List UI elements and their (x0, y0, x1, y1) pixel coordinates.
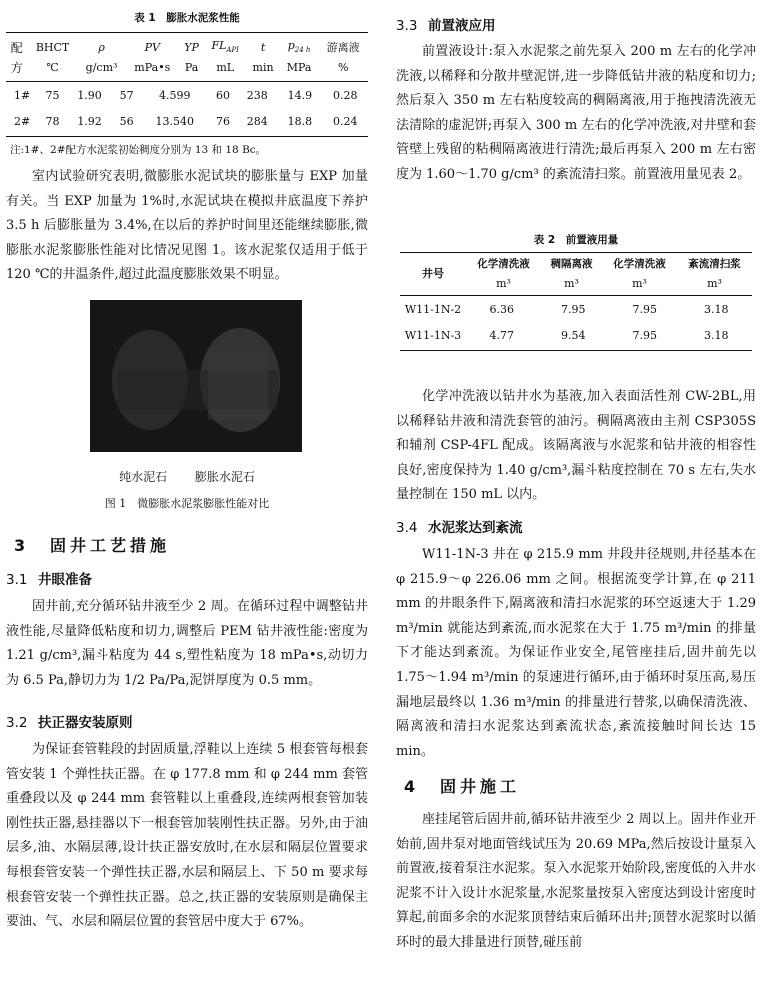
table-row (400, 296, 752, 322)
figure1-labels (6, 468, 368, 485)
figure1-label-left: 纯水泥石 (119, 470, 168, 484)
table1-r1-6: 284 (246, 114, 268, 128)
table2-r0-1: 6.36 (489, 302, 514, 316)
table1-grid (6, 37, 368, 77)
figure1-image (90, 300, 302, 452)
table2-r1-1: 4.77 (489, 328, 514, 342)
section4-num: 4 (404, 777, 416, 796)
section3-1-heading (6, 568, 92, 588)
table-row (6, 82, 368, 108)
section3-2-title: 扶正器安装原则 (38, 715, 133, 731)
table1-r0-0: 1# (13, 88, 31, 102)
section3-3-num: 3.3 (396, 18, 418, 34)
table2-h-3: 化学清洗液 (613, 257, 666, 270)
paragraph-expansion: 室内试验研究表明,微膨胀水泥试块的膨胀量与 EXP 加量有关。当 EXP 加量为 1%时,水泥试块在模拟井底温度下养护 3.5 h 后膨胀量为 3.4%,在以后的养护时间里还能继续膨胀,微膨胀水泥浆膨胀性能对比情况见图 1。该水泥浆仅适用于低于 120 ℃的井温条件,超过此温度膨胀效果不明显。 (6, 169, 368, 283)
table2-header-row (400, 253, 752, 273)
table1-h-8: 游离液 (326, 41, 360, 54)
table1-r0-3: 57 (119, 88, 134, 102)
paragraph-centralizer: 为保证套管鞋段的封固质量,浮鞋以上连续 5 根套管每根套管安装 1 个弹性扶正器。在 φ 177.8 mm 和 φ 244 mm 套管重叠段以及 φ 244 mm 套管鞋以上重叠段,连续两根套管加装刚性扶正器,悬挂器以下一根套管加装刚性扶正器。另外,由于油层多,油、水隔层薄,设计扶正器安放时,在水层和隔层位置要求每根套管安装一个弹性扶正器,水层和隔层上、下 50 m 要求每根套管安装一个弹性扶正器。总之,扶正器的安装原则是确保主要油、气、水层和隔层位置的套管居中度大于 67%。 (6, 742, 368, 930)
table2-u-4: m³ (707, 276, 722, 290)
section3-1-num: 3.1 (6, 572, 28, 588)
table1-h-0: 配 (10, 40, 23, 55)
table1 (6, 32, 368, 157)
table2-r1-4: 3.18 (704, 328, 729, 342)
paragraph-preflush: 前置液设计:泵入水泥浆之前先泵入 200 m 左右的化学冲洗液,以稀释和分散井壁泥饼,进一步降低钻井液的粘度和切力;然后泵入 350 m 左右粘度较高的稠隔离液,用于拖拽清洗液无法清除的虚泥饼;再泵入 300 m 左右的化学冲洗液,对井壁和套管壁上残留的粘稠隔离液进行清洗;最后再泵入 200 m 左右密度为 1.60～1.70 g/cm³ 的紊流清扫浆。前置液用量见表 2。 (396, 44, 756, 182)
table2-h-1: 化学清洗液 (477, 257, 530, 270)
table2-body (400, 296, 752, 348)
section3-1-title: 井眼准备 (38, 572, 92, 588)
table1-u-8: % (337, 60, 349, 74)
table-row (400, 322, 752, 348)
table2-h-0: 井号 (422, 267, 444, 280)
table-row (6, 108, 368, 134)
table2-r0-4: 3.18 (704, 302, 729, 316)
table1-u-2: g/cm³ (85, 60, 118, 74)
table1-r0-6: 238 (246, 88, 268, 102)
table1-r1-3: 56 (119, 114, 134, 128)
table1-r0-1: 75 (45, 88, 60, 102)
paragraph-flush-composition: 化学冲洗液以钻井水为基液,加入表面活性剂 CW-2BL,用以稀释钻井液和清洗套管的油污。稠隔离液由主剂 CSP305S 和辅剂 CSP-4FL 配成。该隔离液与水泥浆和钻井液的相容性良好,密度保持为 1.40 g/cm³,漏斗粘度控制在 70 s 左右,失水量控制在 150 mL 以内。 (396, 389, 756, 503)
table2-u-2: m³ (564, 276, 579, 290)
table2-caption: 表 2 前置液用量 (533, 234, 619, 246)
table1-p-sub: 24 h (294, 46, 311, 55)
section3-3-heading (396, 14, 496, 34)
table1-r0-2: 1.90 (77, 88, 102, 102)
table2-r1-2: 9.54 (561, 328, 586, 342)
figure1-photo (90, 300, 302, 452)
table1-r0-8: 0.28 (333, 88, 358, 102)
table1-header-row2 (6, 57, 368, 77)
section3-4-heading (396, 516, 523, 536)
table1-h-7 (280, 37, 319, 57)
section3-2-heading (6, 711, 133, 731)
section3-3-title: 前置液应用 (428, 18, 496, 34)
table2-grid (400, 253, 752, 293)
table1-u-0: 方 (10, 60, 23, 75)
table2-u-1: m³ (496, 276, 511, 290)
table1-r1-7: 18.8 (287, 114, 313, 128)
table1-u-3: mPa•s (134, 60, 171, 74)
paragraph-cementing: 座挂尾管后固井前,循环钻井液至少 2 周以上。固井作业开始前,固井泵对地面管线试压为 20.69 MPa,然后按设计量泵入前置液,接着泵注水泥浆。泵入水泥浆开始阶段,密度低的入井水泥浆不计入设计水泥浆量,水泥浆量按泵入密度达到设计密度时算起,前面多余的水泥浆顶替结束后循环出井;顶替水泥浆时以循环时的最大排量进行顶替,碰压前 (396, 812, 756, 950)
table1-fl-label: FL (211, 39, 227, 53)
paragraph-wellbore: 固井前,充分循环钻井液至少 2 周。在循环过程中调整钻井液性能,尽量降低粘度和切力,调整后 PEM 钻井液性能:密度为 1.21 g/cm³,漏斗粘度为 44 s,塑性粘度为 18 mPa•s,动切力为 6.5 Pa,静切力为 1/2 Pa/Pa,泥饼厚度为 0.5 mm。 (6, 599, 368, 688)
table1-u-4: Pa (184, 60, 199, 74)
table2-r1-3: 7.95 (632, 328, 657, 342)
table1-r1-5: 76 (215, 114, 230, 128)
table1-r0-4: 4.599 (159, 88, 191, 102)
table1-header-row1 (6, 37, 368, 57)
table1-r1-8: 0.24 (333, 114, 358, 128)
section3-heading (14, 533, 170, 556)
table2-r0-2: 7.95 (561, 302, 586, 316)
table1-u-1: ℃ (46, 60, 59, 74)
table1-h-6: t (260, 40, 266, 54)
paragraph-turbulent: W11-1N-3 井在 φ 215.9 mm 井段井径规则,井径基本在 φ 215.9～φ 226.06 mm 之间。根据流变学计算,在 φ 211 mm 的井眼条件下,隔离液和清扫水泥浆的环空返速大于 1.29 m³/min 就能达到紊流,而水泥浆在大于 1.75 m³/min 的排量下才能达到紊流。为保证作业安全,尾管座挂后,固井前先以 1.75～1.94 m³/min 的泵速进行循环,由于循环时泵压高,易压漏地层最终以 1.36 m³/min 的排量进行替浆,以确保清洗液、隔离液和清扫水泥浆达到紊流状态,紊流接触时间长达 15 min。 (396, 547, 756, 759)
section3-4-num: 3.4 (396, 520, 418, 536)
figure1-caption: 图 1 微膨胀水泥浆膨胀性能对比 (104, 497, 270, 510)
table1-h-3: PV (144, 40, 160, 54)
section3-num: 3 (14, 536, 26, 555)
table1-h-1: BHCT (35, 40, 70, 54)
table1-h-5 (204, 37, 246, 57)
table1-u-7: MPa (286, 60, 312, 74)
section3-2-num: 3.2 (6, 715, 28, 731)
table1-caption: 表 1 膨胀水泥浆性能 (134, 12, 240, 24)
table1-r1-1: 78 (45, 114, 60, 128)
table1-r0-5: 60 (215, 88, 230, 102)
table2-r0-0: W11-1N-2 (404, 302, 462, 316)
table1-p-label: p (287, 39, 295, 53)
section3-title: 固井工艺措施 (50, 536, 171, 555)
section3-4-title: 水泥浆达到紊流 (428, 520, 523, 536)
table1-u-6: min (252, 60, 274, 74)
table1-u-5: mL (216, 60, 235, 74)
table1-body (6, 82, 368, 134)
table1-h-2: ρ (98, 40, 105, 54)
table1-fl-sub: API (226, 46, 239, 55)
section4-title: 固井施工 (440, 777, 521, 796)
table2-u-3: m³ (632, 276, 647, 290)
figure1-label-right: 膨胀水泥石 (194, 470, 255, 484)
table2 (400, 252, 752, 351)
table1-r1-2: 1.92 (77, 114, 102, 128)
figure1 (6, 300, 368, 511)
section4-heading (404, 774, 520, 797)
table2-h-2: 稠隔离液 (550, 257, 593, 270)
table1-r0-7: 14.9 (287, 88, 313, 102)
table1-note: 注:1#、2#配方水泥浆初始稠度分别为 13 和 18 Bc。 (10, 144, 267, 156)
table1-h-4: YP (184, 40, 199, 54)
table2-r1-0: W11-1N-3 (404, 328, 462, 342)
table2-h-4: 紊流清扫浆 (688, 257, 741, 270)
table1-r1-0: 2# (13, 114, 31, 128)
table2-r0-3: 7.95 (632, 302, 657, 316)
table1-r1-4: 13.540 (155, 114, 195, 128)
